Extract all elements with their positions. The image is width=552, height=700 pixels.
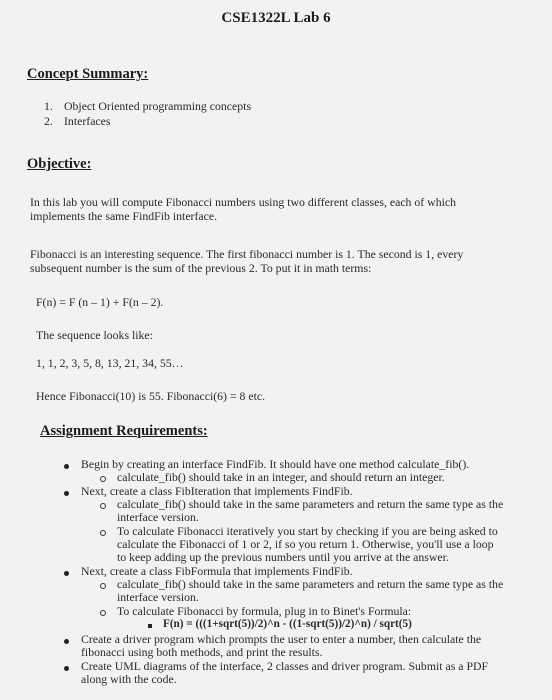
fibonacci-paragraph-line: subsequent number is the sum of the previous 2. To put it in math terms: (30, 261, 372, 275)
requirement-subitem: calculate_fib() should take in an integer, and should return an integer. (117, 470, 445, 484)
requirement-item: along with the code. (81, 672, 177, 686)
circle-bullet-icon (100, 503, 106, 509)
bullet-icon (64, 571, 69, 576)
requirement-subitem: calculate the Fibonacci of 1 or 2, if so you return 1. Otherwise, you'll use a loop (117, 537, 494, 551)
sequence-label: The sequence looks like: (36, 328, 153, 342)
fibonacci-paragraph-line: Fibonacci is an interesting sequence. The first fibonacci number is 1. The second is 1, every (30, 247, 464, 261)
page-title: CSE1322L Lab 6 (221, 10, 331, 26)
concept-item-num: 1. (44, 99, 53, 113)
fibonacci-formula: F(n) = F (n – 1) + F(n – 2). (36, 295, 164, 309)
requirement-item: Create a driver program which prompts the user to enter a number, then calculate the (81, 632, 482, 646)
requirement-item: Next, create a class FibFormula that implements FindFib. (81, 564, 353, 578)
assignment-heading: Assignment Requirements: (40, 423, 208, 439)
bullet-icon (64, 491, 69, 496)
bullet-icon (64, 666, 69, 671)
concept-item-text: Object Oriented programming concepts (64, 99, 252, 113)
objective-intro-line: In this lab you will compute Fibonacci numbers using two different classes, each of which (30, 195, 457, 209)
requirement-subitem: To calculate Fibonacci by formula, plug in to Binet's Formula: (117, 604, 412, 618)
bullet-icon (64, 639, 69, 644)
square-bullet-icon (148, 624, 152, 628)
requirement-subitem: calculate_fib() should take in the same parameters and return the same type as the (117, 497, 504, 511)
objective-heading: Objective: (27, 156, 92, 172)
concept-item-text: Interfaces (64, 114, 111, 128)
requirement-subitem: To calculate Fibonacci iteratively you start by checking if you are being asked to (117, 524, 498, 538)
requirement-item: Begin by creating an interface FindFib. It should have one method calculate_fib(). (81, 457, 470, 471)
concept-summary-heading: Concept Summary: (27, 66, 149, 82)
fibonacci-sequence: 1, 1, 2, 3, 5, 8, 13, 21, 34, 55… (36, 356, 184, 370)
requirement-item: fibonacci using both methods, and print the results. (81, 645, 323, 659)
circle-bullet-icon (100, 610, 106, 616)
binet-formula: F(n) = (((1+sqrt(5))/2)^n - ((1-sqrt(5))/2)^n) / sqrt(5) (163, 618, 412, 630)
bullet-icon (64, 464, 69, 469)
circle-bullet-icon (100, 530, 106, 536)
fibonacci-examples: Hence Fibonacci(10) is 55. Fibonacci(6) = 8 etc. (36, 389, 266, 403)
concept-item-num: 2. (44, 114, 53, 128)
requirement-subitem: calculate_fib() should take in the same parameters and return the same type as the (117, 577, 504, 591)
requirement-subitem: interface version. (117, 510, 199, 524)
requirement-subitem: to keep adding up the previous numbers until you arrive at the answer. (117, 550, 449, 564)
requirement-subitem: interface version. (117, 590, 199, 604)
objective-intro-line: implements the same FindFib interface. (30, 209, 218, 223)
circle-bullet-icon (100, 583, 106, 589)
requirement-item: Next, create a class FibIteration that implements FindFib. (81, 484, 353, 498)
circle-bullet-icon (100, 476, 106, 482)
requirement-item: Create UML diagrams of the interface, 2 classes and driver program. Submit as a PDF (81, 659, 489, 673)
